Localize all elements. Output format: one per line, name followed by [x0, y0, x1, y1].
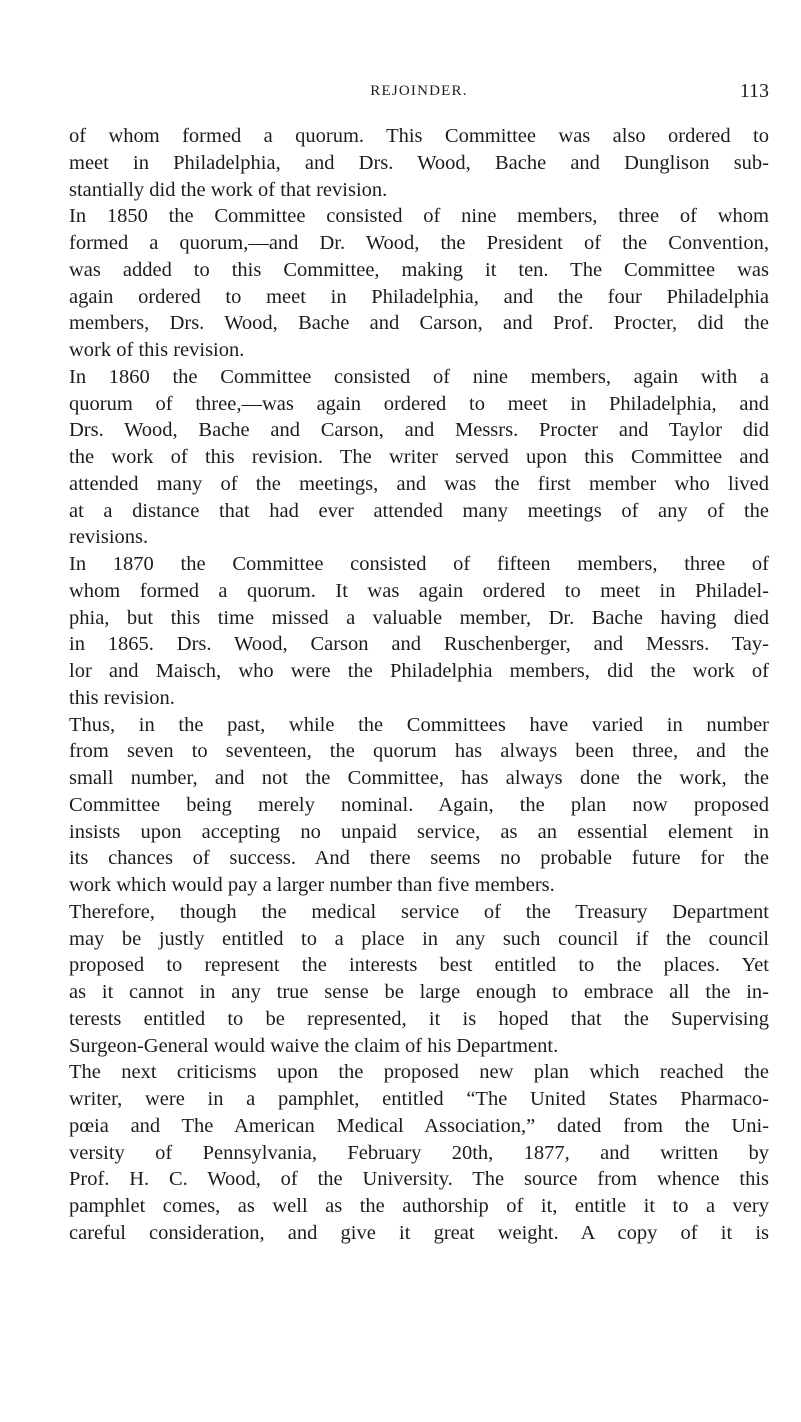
text-line: phia, but this time missed a valuable member, Dr. Bache having died [69, 606, 769, 629]
text-line: as it cannot in any true sense be large enough to embrace all the in- [69, 981, 769, 1003]
text-line: whom formed a quorum. It was again ordered to meet in Philadel- [69, 579, 769, 602]
running-head [69, 80, 769, 104]
text-line: The next criticisms upon the proposed new plan which reached the [69, 1061, 769, 1084]
text-line: formed a quorum,—and Dr. Wood, the President of the Convention, [69, 232, 769, 254]
text-line: proposed to represent the interests best entitled to the places. Yet [69, 954, 769, 977]
text-line: versity of Pennsylvania, February 20th, 1877, and written by [69, 1141, 769, 1164]
text-line: pœia and The American Medical Association,” dated from the Uni- [69, 1114, 769, 1137]
body-text [69, 123, 769, 1247]
text-line: lor and Maisch, who were the Philadelphia members, did the work of [69, 660, 769, 682]
text-line: In 1870 the Committee consisted of fifteen members, three of [69, 553, 769, 575]
text-line: careful consideration, and give it great weight. A copy of it is [69, 1221, 769, 1244]
text-line: of whom formed a quorum. This Committee was also ordered to [69, 125, 769, 147]
text-line: may be justly entitled to a place in any such council if the council [69, 927, 769, 950]
text-line: pamphlet comes, as well as the authorship of it, entitle it to a very [69, 1195, 769, 1217]
text-line: insists upon accepting no unpaid service, as an essential element in [69, 820, 769, 843]
text-line: Therefore, though the medical service of the Treasury Department [69, 900, 769, 923]
text-line: Committee being merely nominal. Again, the plan now proposed [69, 793, 769, 816]
text-line: writer, were in a pamphlet, entitled “The United States Pharmaco- [69, 1088, 769, 1110]
text-line: revisions. [69, 526, 149, 549]
text-line: in 1865. Drs. Wood, Carson and Ruschenberger, and Messrs. Tay- [69, 633, 769, 656]
text-line: Prof. H. C. Wood, of the University. The source from whence this [69, 1168, 769, 1191]
text-line: Surgeon-General would waive the claim of his Department. [69, 1034, 559, 1057]
text-line: In 1850 the Committee consisted of nine members, three of whom [69, 205, 769, 228]
text-line: members, Drs. Wood, Bache and Carson, and Prof. Procter, did the [69, 312, 769, 335]
text-line: quorum of three,—was again ordered to meet in Philadelphia, and [69, 392, 769, 415]
text-line: In 1860 the Committee consisted of nine members, again with a [69, 365, 769, 388]
text-line: stantially did the work of that revision. [69, 178, 388, 201]
text-line: attended many of the meetings, and was the first member who lived [69, 472, 769, 495]
running-title: REJOINDER. [370, 83, 468, 99]
text-line: meet in Philadelphia, and Drs. Wood, Bache and Dunglison sub- [69, 151, 769, 174]
text-line: its chances of success. And there seems no probable future for the [69, 847, 769, 870]
text-line: Drs. Wood, Bache and Carson, and Messrs. Procter and Taylor did [69, 419, 769, 442]
page-number: 113 [739, 80, 769, 102]
text-line: was added to this Committee, making it ten. The Committee was [69, 258, 769, 281]
text-line: Thus, in the past, while the Committees have varied in number [69, 713, 769, 736]
text-line: terests entitled to be represented, it is hoped that the Supervising [69, 1007, 769, 1030]
text-line: again ordered to meet in Philadelphia, and the four Philadelphia [69, 285, 769, 308]
text-line: from seven to seventeen, the quorum has always been three, and the [69, 740, 769, 763]
text-line: this revision. [69, 686, 175, 709]
text-line: at a distance that had ever attended many meetings of any of the [69, 499, 769, 522]
text-line: small number, and not the Committee, has always done the work, the [69, 767, 769, 789]
text-line: work which would pay a larger number than five members. [69, 874, 555, 896]
text-line: work of this revision. [69, 339, 245, 361]
text-line: the work of this revision. The writer served upon this Committee and [69, 446, 769, 468]
